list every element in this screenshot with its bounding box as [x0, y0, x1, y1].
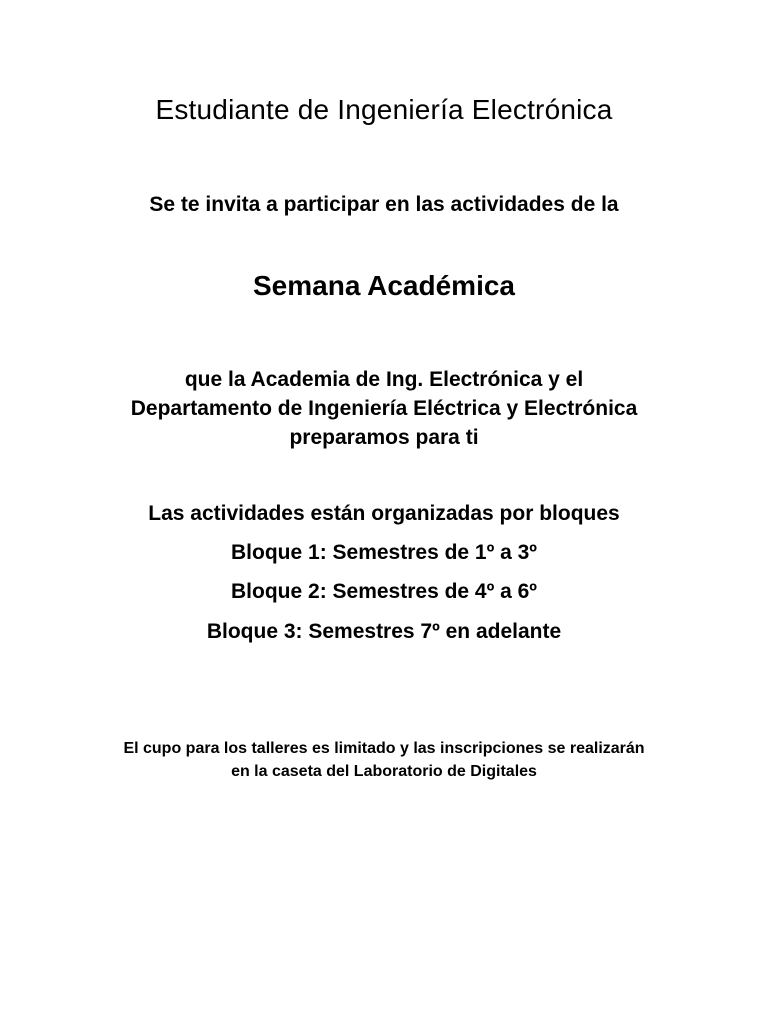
registration-note: [0, 737, 768, 783]
document-title: Estudiante de Ingeniería Electrónica: [155, 94, 613, 125]
invitation-text: Se te invita a participar en las actividades de la: [149, 193, 619, 216]
block-item: Bloque 1: Semestres de 1º a 3º: [231, 541, 537, 564]
organizers-line: Departamento de Ingeniería Eléctrica y Electrónica: [130, 397, 638, 420]
note-line: El cupo para los talleres es limitado y las inscripciones se realizarán: [123, 740, 645, 757]
block-item: Bloque 2: Semestres de 4º a 6º: [231, 580, 537, 603]
organizers-paragraph: [0, 365, 768, 452]
organizers-line: que la Academia de Ing. Electrónica y el: [184, 368, 584, 391]
organizers-line: preparamos para ti: [289, 426, 479, 449]
blocks-intro: Las actividades están organizadas por bloques: [148, 502, 620, 525]
block-item: Bloque 3: Semestres 7º en adelante: [206, 620, 562, 643]
note-line: en la caseta del Laboratorio de Digitales: [231, 763, 537, 780]
event-name: Semana Académica: [253, 270, 515, 301]
